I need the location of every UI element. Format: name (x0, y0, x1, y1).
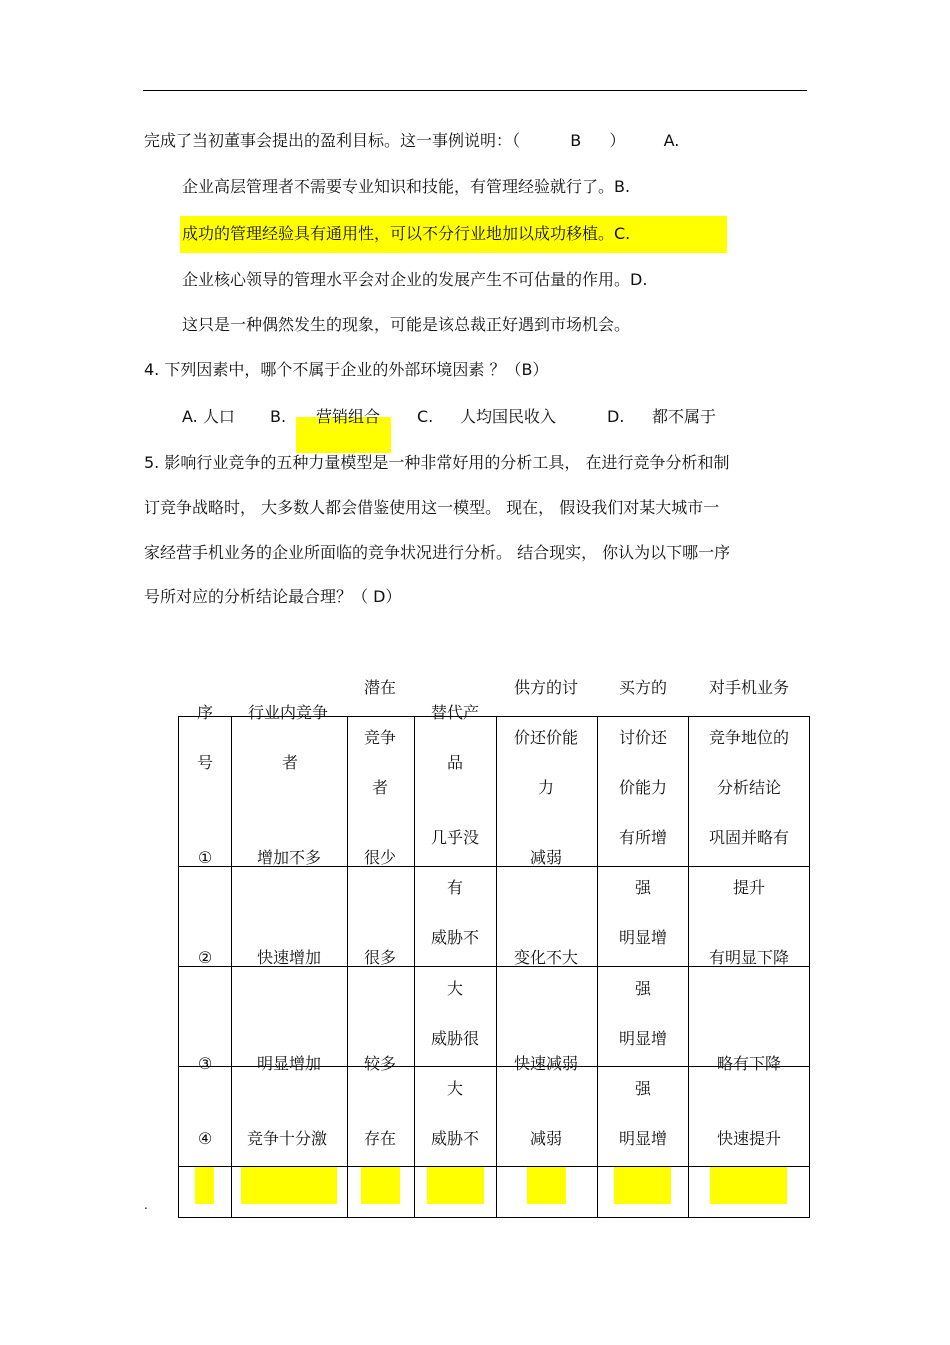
row1-c7-line1: 巩固并略有 (708, 828, 790, 847)
row3-c3: 较多 (363, 1054, 397, 1073)
header-col5-line1: 供方的讨 (513, 678, 579, 697)
q3-line5: 这只是一种偶然发生的现象，可能是该总裁正好遇到市场机会。 (182, 315, 631, 334)
row1-c3: 很少 (363, 848, 397, 867)
header-col1-line1: 序 (196, 703, 214, 722)
q4-option-b-label: B. (270, 407, 287, 426)
header-col6-line3: 价能力 (618, 778, 668, 797)
header-col7-line2: 竞争地位的 (708, 728, 790, 747)
header-col3-line2: 竞争 (363, 728, 397, 747)
header-col2-line2: 者 (281, 753, 299, 772)
q4-option-c-text: 人均国民收入 (460, 407, 557, 426)
highlight-block (427, 1167, 484, 1204)
q3-option-a-label: A. (663, 131, 680, 150)
q5-line4: 号所对应的分析结论最合理？（ D） (144, 587, 402, 606)
row2-c3: 很多 (363, 948, 397, 967)
row4-no: ④ (197, 1129, 213, 1148)
footer-mark: . (144, 1198, 148, 1212)
row2-c4-line1: 威胁不 (430, 928, 480, 947)
header-col7-line1: 对手机业务 (708, 678, 790, 697)
table-col-line (809, 716, 810, 1218)
row2-c7: 有明显下降 (708, 948, 790, 967)
q3-line1-text: 完成了当初董事会提出的盈利目标。这一事例说明：（ (144, 131, 521, 150)
row2-c5: 变化不大 (513, 948, 579, 967)
row4-c2: 竞争十分激 (246, 1129, 328, 1148)
q4-option-a: A. 人口 (182, 407, 235, 426)
header-col4-line2: 品 (446, 753, 464, 772)
table-col-line (347, 716, 348, 1218)
row3-no: ③ (197, 1054, 213, 1073)
table-col-line (178, 716, 179, 1218)
table-col-line (597, 716, 598, 1218)
row4-c5: 减弱 (529, 1129, 563, 1148)
table-col-line (688, 716, 689, 1218)
row2-c6-line2: 强 (634, 979, 652, 998)
q3-line4: 企业核心领导的管理水平会对企业的发展产生不可估量的作用。D. (182, 270, 648, 289)
row2-c2: 快速增加 (256, 948, 322, 967)
row1-c4-line1: 几乎没 (430, 828, 480, 847)
highlight-block (241, 1167, 337, 1204)
table-col-line (231, 716, 232, 1218)
highlight-block (614, 1167, 671, 1204)
header-col3-line1: 潜在 (363, 678, 397, 697)
row3-c6-line2: 强 (634, 1079, 652, 1098)
row3-c7: 略有下降 (716, 1054, 782, 1073)
q4-stem: 4. 下列因素中，哪个不属于企业的外部环境因素 ？（B） (144, 360, 549, 379)
highlight-block (527, 1167, 566, 1204)
row1-c7-line2: 提升 (732, 878, 766, 897)
row2-c4-line2: 大 (446, 979, 464, 998)
row3-c2: 明显增加 (256, 1054, 322, 1073)
q5-line1: 5. 影响行业竞争的五种力量模型是一种非常好用的分析工具， 在进行竞争分析和制 (144, 453, 730, 472)
header-col2-line1: 行业内竞争 (247, 703, 329, 722)
header-col4-line1: 替代产 (430, 703, 480, 722)
row2-no: ② (197, 948, 213, 967)
q4-option-d-text: 都不属于 (652, 407, 717, 426)
row3-c5: 快速减弱 (513, 1054, 579, 1073)
header-col1-line2: 号 (196, 753, 214, 772)
header-col5-line2: 价还价能 (513, 728, 579, 747)
table-col-line (414, 716, 415, 1218)
q3-answer: B (570, 131, 582, 150)
q4-option-c-label: C. (417, 407, 434, 426)
row3-c4-line1: 威胁很 (430, 1029, 480, 1048)
row1-no: ① (197, 848, 213, 867)
q4-option-b-text: 营销组合 (316, 407, 381, 426)
q3-line2: 企业高层管理者不需要专业知识和技能，有管理经验就行了。B. (182, 177, 631, 196)
q4-option-d-label: D. (607, 407, 625, 426)
row1-c6-line1: 有所增 (618, 828, 668, 847)
highlight-block (710, 1167, 787, 1204)
row1-c4-line2: 有 (446, 878, 464, 897)
q5-line2: 订竞争战略时， 大多数人都会借鉴使用这一模型。 现在， 假设我们对某大城市一 (144, 498, 720, 517)
row3-c4-line2: 大 (446, 1079, 464, 1098)
table-col-line (496, 716, 497, 1218)
row4-c3: 存在 (363, 1129, 397, 1148)
row2-c6-line1: 明显增 (618, 928, 668, 947)
header-rule (143, 90, 807, 91)
row1-c6-line2: 强 (634, 878, 652, 897)
row4-c7: 快速提升 (716, 1129, 782, 1148)
row4-c6: 明显增 (618, 1129, 668, 1148)
highlight-block (195, 1167, 214, 1204)
q3-line1 (144, 131, 679, 151)
row1-c5: 减弱 (529, 848, 563, 867)
header-col7-line3: 分析结论 (716, 778, 782, 797)
header-col6-line2: 讨价还 (618, 728, 668, 747)
header-col5-line3: 力 (537, 778, 555, 797)
row1-c2: 增加不多 (256, 848, 322, 867)
header-col6-line1: 买方的 (618, 678, 668, 697)
header-col3-line3: 者 (371, 778, 389, 797)
row4-c4: 威胁不 (430, 1129, 480, 1148)
row3-c6-line1: 明显增 (618, 1029, 668, 1048)
table-border-bottom (178, 1217, 810, 1218)
q3-line3: 成功的管理经验具有通用性，可以不分行业地加以成功移植。C. (182, 224, 631, 243)
q3-close-paren: ） (609, 131, 626, 150)
highlight-block (361, 1167, 400, 1204)
q5-line3: 家经营手机业务的企业所面临的竞争状况进行分析。 结合现实， 你认为以下哪一序 (144, 543, 731, 562)
